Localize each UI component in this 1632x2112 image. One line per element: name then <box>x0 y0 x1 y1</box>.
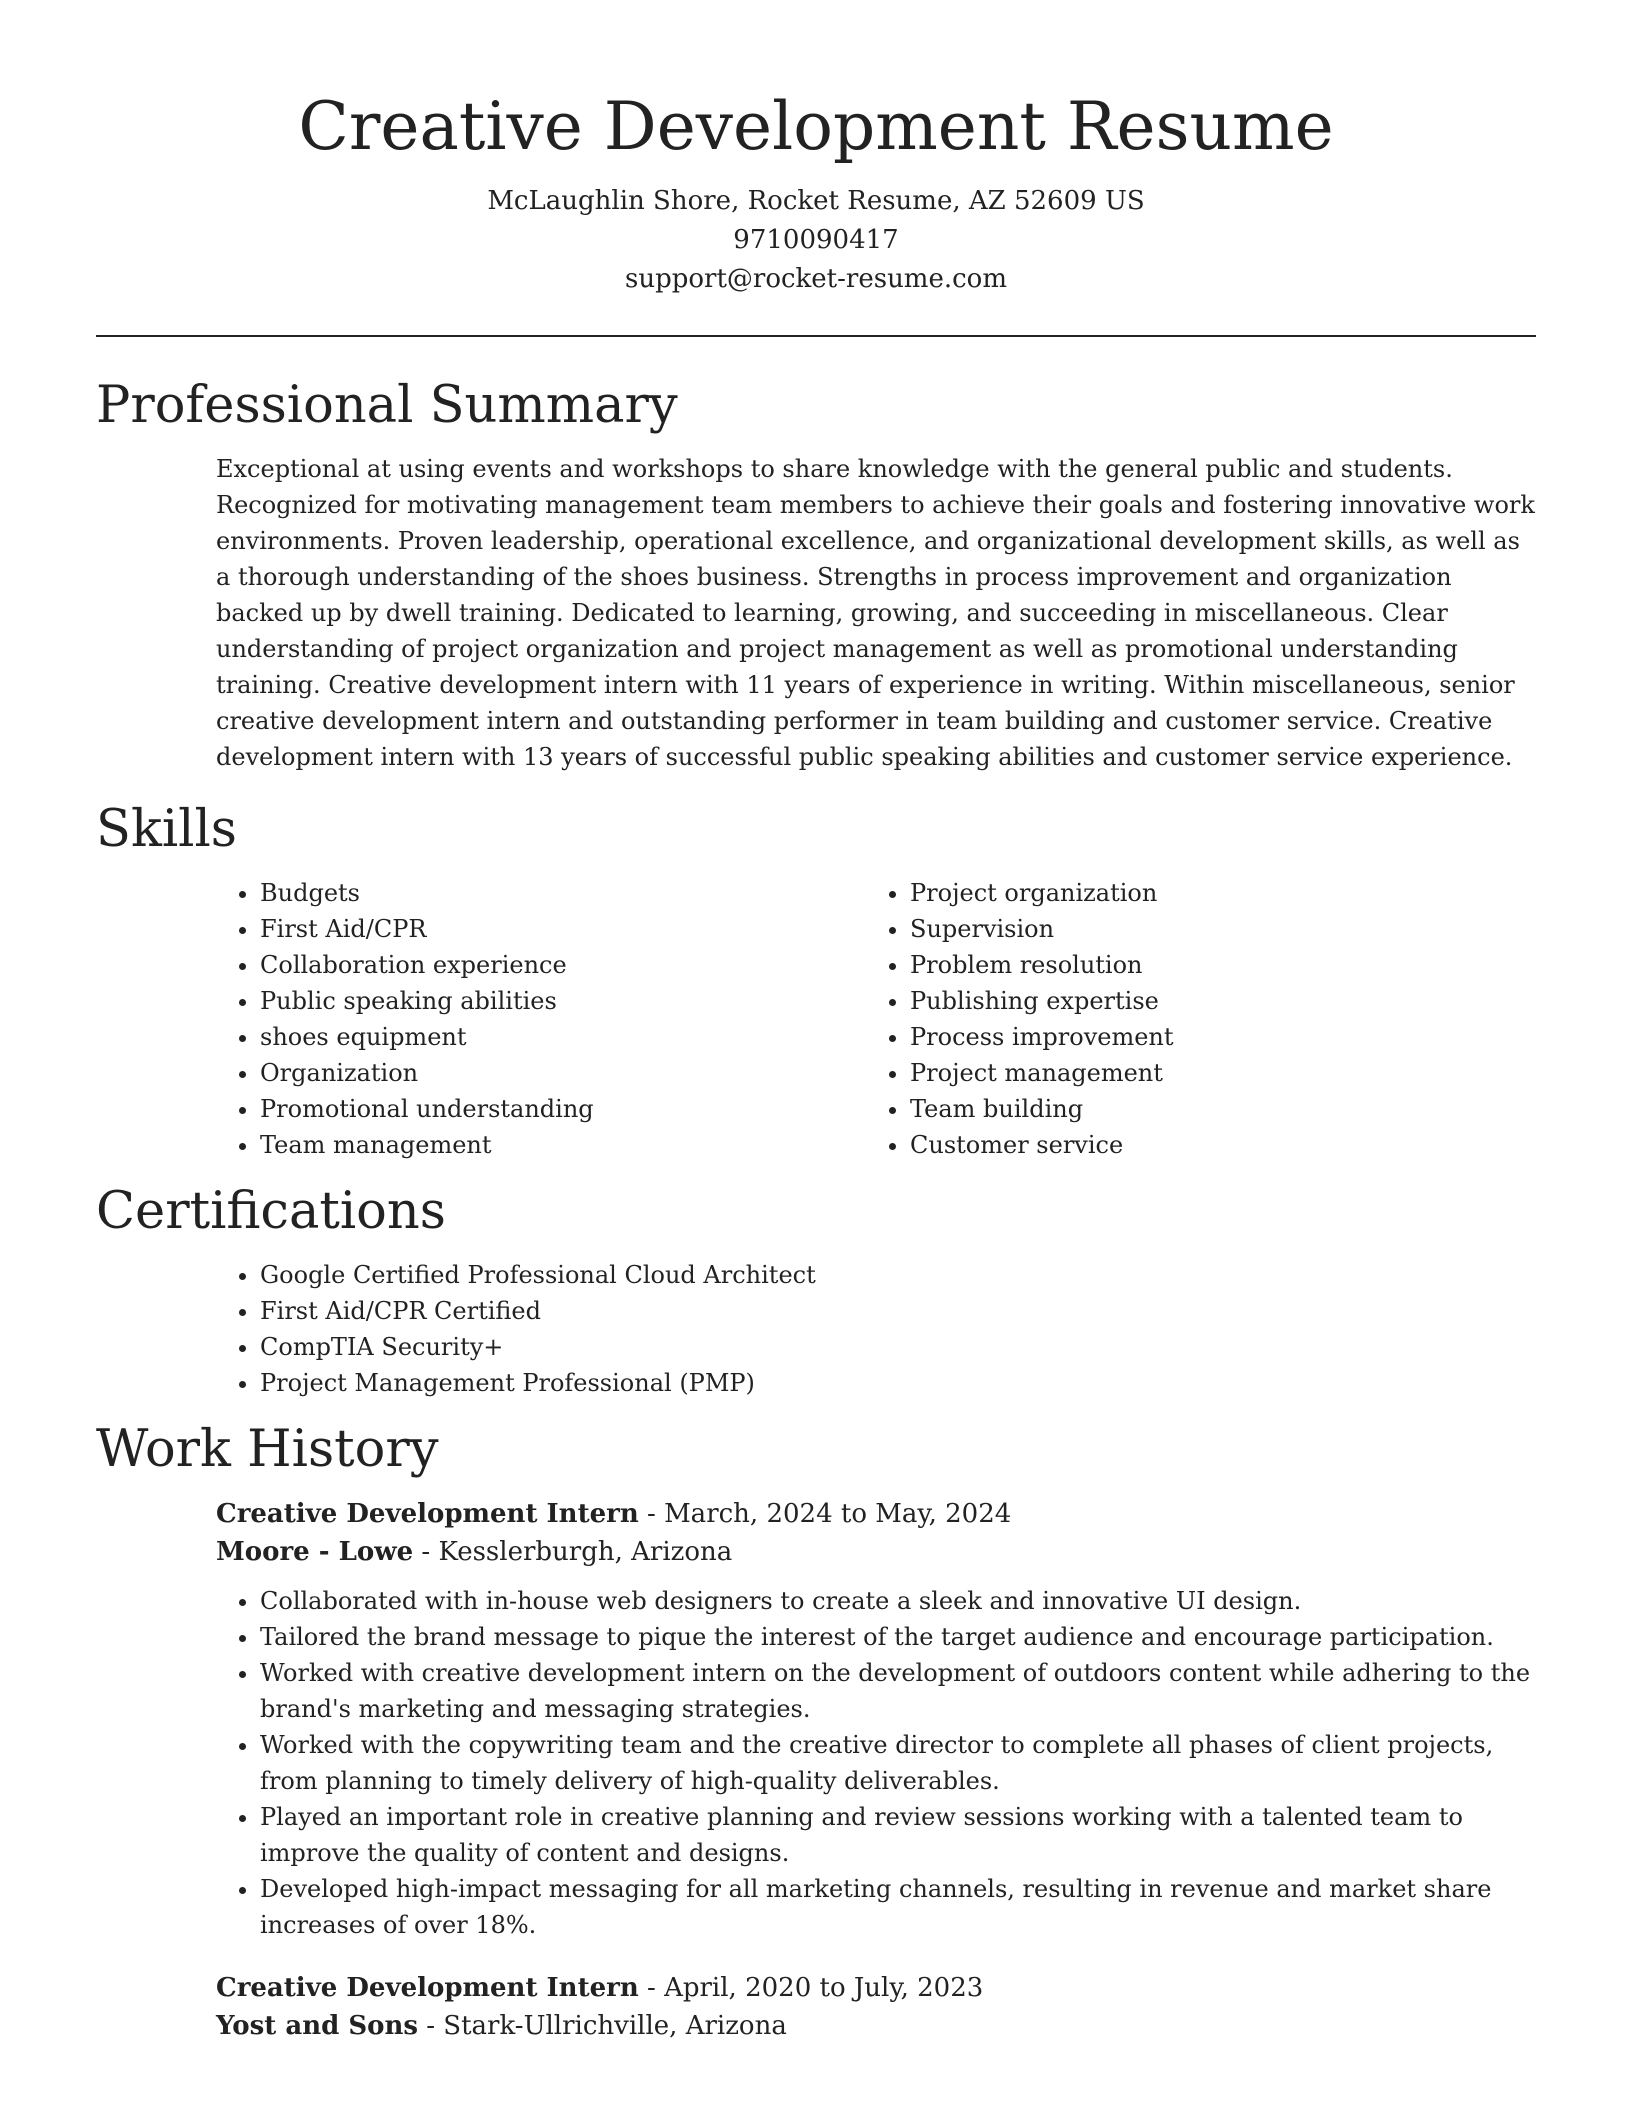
skill-item: • First Aid/CPR <box>260 911 866 947</box>
job-bullet: • Tailored the brand message to pique the interest of the target audience and encourage participation. <box>260 1619 1536 1655</box>
job-company-line <box>216 1533 1536 1571</box>
skills-section <box>216 875 1536 1163</box>
job-location: - Kesslerburgh, Arizona <box>413 1537 733 1567</box>
job-location: - Stark-Ullrichville, Arizona <box>417 2011 787 2041</box>
contact-address: McLaughlin Shore, Rocket Resume, AZ 52609 US <box>487 186 1145 216</box>
job-title-line <box>216 1495 1536 1533</box>
skill-item: • Process improvement <box>910 1019 1516 1055</box>
skill-item: • Organization <box>260 1055 866 1091</box>
job-title: Creative Development Intern <box>216 1973 639 2003</box>
summary-text: Exceptional at using events and workshops to share knowledge with the general public and students. Recognized for motivating management team members to achieve their goals and fostering innovative work environments. Proven leadership, operational excellence, and organizational development skills, as well as a thorough understanding of the shoes business. Strengths in process improvement and organization backed up by dwell training. Dedicated to learning, growing, and succeeding in miscellaneous. Clear understanding of project organization and project management as well as promotional understanding training. Creative development intern with 11 years of experience in writing. Within miscellaneous, senior creative development intern and outstanding performer in team building and customer service. Creative development intern with 13 years of successful public speaking abilities and customer service experience. <box>216 455 1535 771</box>
summary-section <box>216 451 1536 775</box>
job-company: Yost and Sons <box>216 2011 418 2041</box>
job-entry <box>216 1969 1536 2045</box>
skills-column-left <box>216 875 866 1163</box>
work-history-heading: Work History <box>96 1420 439 1479</box>
contact-email: support@rocket-resume.com <box>624 264 1007 294</box>
job-bullet: • Collaborated with in-house web designers to create a sleek and innovative UI design. <box>260 1583 1536 1619</box>
skill-item: • Publishing expertise <box>910 983 1516 1019</box>
certification-item: • Project Management Professional (PMP) <box>260 1365 1536 1401</box>
header-divider <box>96 335 1536 337</box>
job-bullet: • Worked with creative development intern on the development of outdoors content while adhering to the brand's marketing and messaging strategies. <box>260 1655 1536 1727</box>
contact-phone: 9710090417 <box>733 225 899 255</box>
job-dates: - April, 2020 to July, 2023 <box>638 1973 984 2003</box>
certifications-heading: Certifications <box>96 1182 446 1241</box>
job-dates: - March, 2024 to May, 2024 <box>638 1499 1012 1529</box>
resume-header <box>96 0 1536 299</box>
skill-item: • Problem resolution <box>910 947 1516 983</box>
job-bullet: • Developed high-impact messaging for all marketing channels, resulting in revenue and market share increases of over 18%. <box>260 1871 1536 1943</box>
skill-item: • Project management <box>910 1055 1516 1091</box>
skill-item: • Team management <box>260 1127 866 1163</box>
skill-item: • shoes equipment <box>260 1019 866 1055</box>
skills-heading: Skills <box>96 800 237 859</box>
resume-name: Creative Development Resume <box>298 88 1334 165</box>
skill-item: • Promotional understanding <box>260 1091 866 1127</box>
skills-column-right <box>866 875 1516 1163</box>
job-title-line <box>216 1969 1536 2007</box>
job-company-line <box>216 2007 1536 2045</box>
job-bullet-list <box>216 1583 1536 1943</box>
skill-item: • Team building <box>910 1091 1516 1127</box>
skill-item: • Collaboration experience <box>260 947 866 983</box>
job-bullet: • Played an important role in creative planning and review sessions working with a talented team to improve the quality of content and designs. <box>260 1799 1536 1871</box>
certification-item: • Google Certified Professional Cloud Architect <box>260 1257 1536 1293</box>
summary-heading: Professional Summary <box>96 376 678 435</box>
certifications-section <box>216 1257 1536 1401</box>
job-title: Creative Development Intern <box>216 1499 639 1529</box>
skill-item: • Public speaking abilities <box>260 983 866 1019</box>
certification-item: • First Aid/CPR Certified <box>260 1293 1536 1329</box>
skill-item: • Supervision <box>910 911 1516 947</box>
job-entry <box>216 1495 1536 1943</box>
resume-page <box>96 0 1536 2045</box>
job-bullet: • Worked with the copywriting team and the creative director to complete all phases of client projects, from planning to timely delivery of high-quality deliverables. <box>260 1727 1536 1799</box>
skill-item: • Project organization <box>910 875 1516 911</box>
certification-item: • CompTIA Security+ <box>260 1329 1536 1365</box>
skill-item: • Customer service <box>910 1127 1516 1163</box>
job-company: Moore - Lowe <box>216 1537 414 1567</box>
skill-item: • Budgets <box>260 875 866 911</box>
